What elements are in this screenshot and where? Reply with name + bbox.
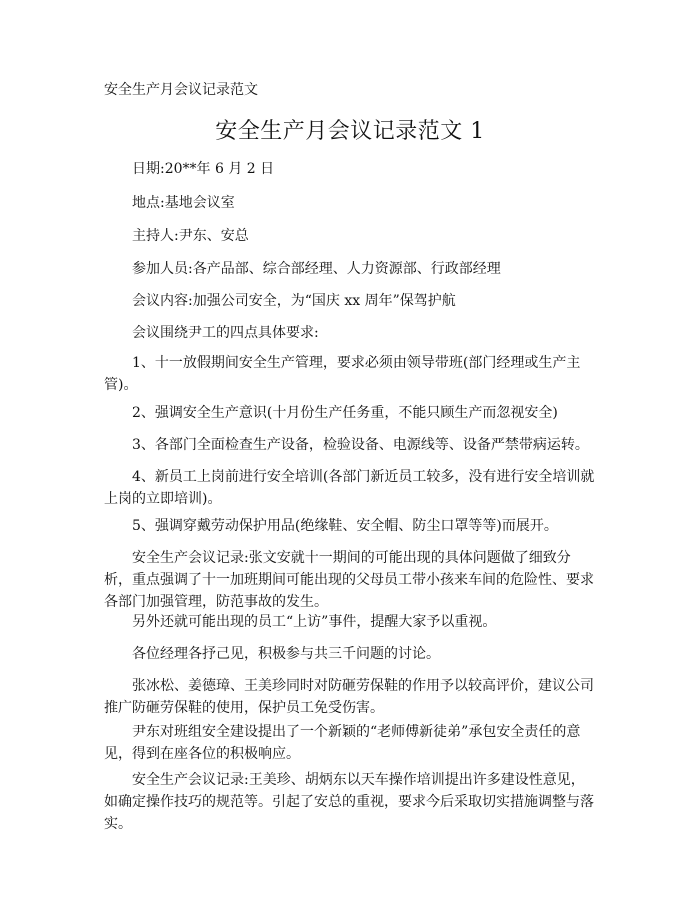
meeting-attendees: 参加人员:各产品部、综合部经理、人力资源部、行政部经理 [132,261,501,277]
body-paragraph: 张冰松、姜德璋、王美珍同时对防砸劳保鞋的作用予以较高评价，建议公司推广防砸劳保鞋的使用，保护员工免受伤害。 [104,678,594,716]
body-paragraph: 安全生产会议记录:王美珍、胡炳东以天车操作培训提出许多建设性意见，如确定操作技巧的规范等。引起了安总的重视，要求今后采取切实措施调整与落实。 [104,772,594,832]
meeting-date: 日期:20**年 6 月 2 日 [132,161,275,177]
body-paragraph: 另外还就可能出现的员工“上访”事件，提醒大家予以重视。 [132,614,497,630]
requirement-item-5: 5、强调穿戴劳动保护用品(绝缘鞋、安全帽、防尘口罩等等)而展开。 [132,518,558,534]
requirements-intro: 会议围绕尹工的四点具体要求: [132,325,319,341]
requirement-item-2: 2、强调安全生产意识(十月份生产任务重，不能只顾生产而忽视安全) [132,405,558,421]
document-title: 安全生产月会议记录范文 1 [215,119,485,144]
meeting-content: 会议内容:加强公司安全，为“国庆 xx 周年”保驾护航 [132,293,456,309]
requirement-item-4: 4、新员工上岗前进行安全培训(各部门新近员工较多，没有进行安全培训就上岗的立即培训)。 [104,469,595,507]
meeting-host: 主持人:尹东、安总 [132,228,249,244]
document-header: 安全生产月会议记录范文 [104,82,258,98]
body-paragraph: 尹东对班组安全建设提出了一个新颖的“老师傅新徒弟”承包安全责任的意见，得到在座各位的积极响应。 [104,724,581,762]
requirement-item-3: 3、各部门全面检查生产设备，检验设备、电源线等、设备严禁带病运转。 [132,437,589,453]
body-paragraph: 各位经理各抒己见，积极参与共三千问题的讨论。 [132,646,440,662]
body-paragraph: 安全生产会议记录:张文安就十一期间的可能出现的具体问题做了细致分析，重点强调了十一加班期间可能出现的父母员工带小孩来车间的危险性、要求各部门加强管理，防范事故的发生。 [104,550,594,610]
requirement-item-1: 1、十一放假期间安全生产管理，要求必须由领导带班(部门经理或生产主管)。 [104,355,581,393]
meeting-place: 地点:基地会议室 [132,195,235,211]
